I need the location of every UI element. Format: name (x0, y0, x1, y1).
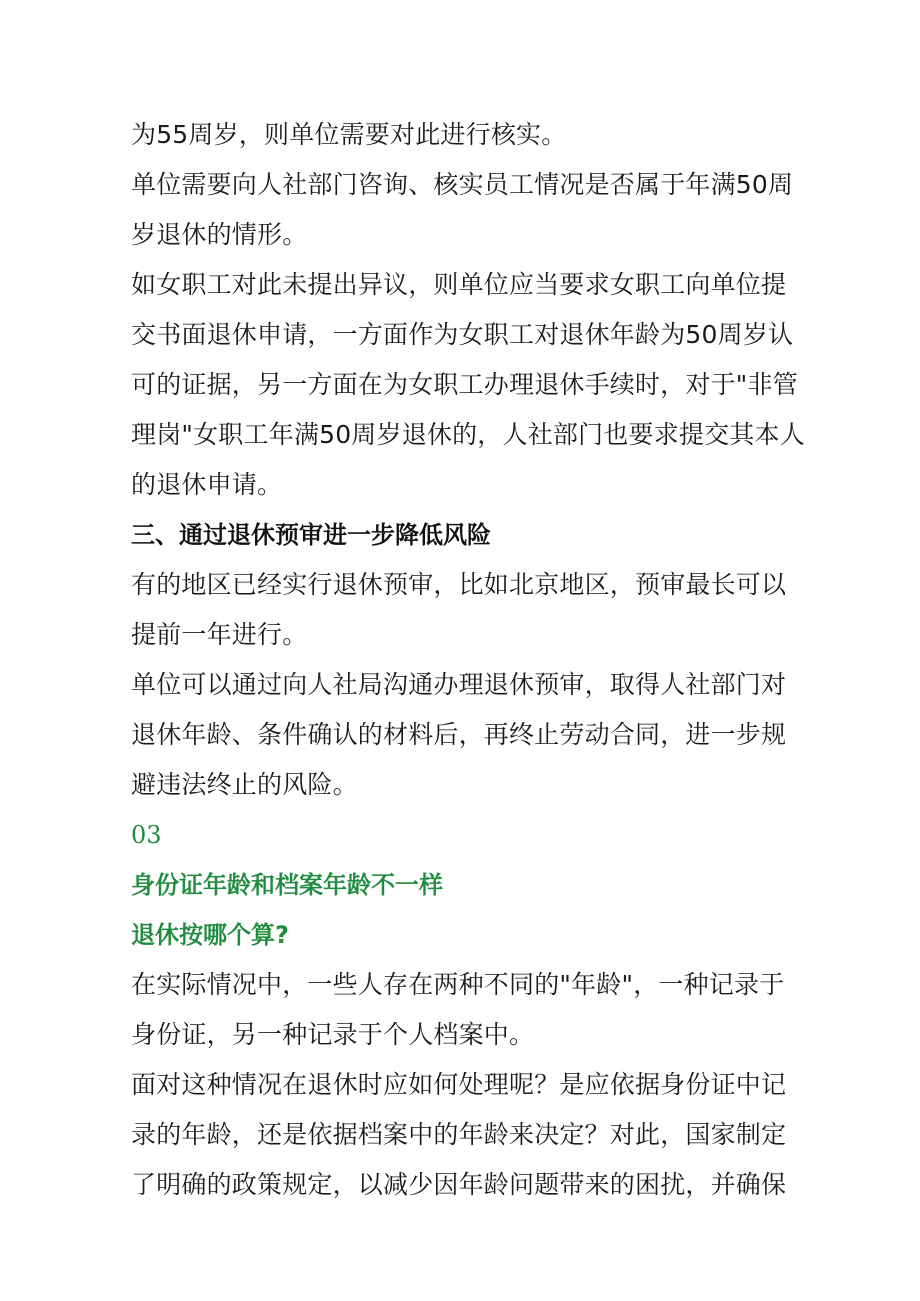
text-line: 交书面退休申请，一方面作为女职工对退休年龄为50周岁认 (131, 320, 794, 349)
text-line: 了明确的政策规定，以减少因年龄问题带来的困扰，并确保 (131, 1170, 787, 1199)
section-heading-3: 三、通过退休预审进一步降低风险 (131, 521, 491, 549)
text-line: 岁退休的情形。 (131, 220, 308, 249)
paragraph-1 (131, 110, 791, 160)
paragraph-2 (131, 160, 794, 260)
text-line: 有的地区已经实行退休预审，比如北京地区，预审最长可以 (131, 570, 787, 599)
text-line: 面对这种情况在退休时应如何处理呢？是应依据身份证中记 (131, 1070, 787, 1099)
paragraph-6 (131, 960, 791, 1060)
document-page (131, 110, 805, 1210)
text-line: 如女职工对此未提出异议，则单位应当要求女职工向单位提 (131, 270, 787, 299)
text-line: 可的证据，另一方面在为女职工办理退休手续时，对于"非管 (131, 370, 798, 399)
paragraph-7 (131, 1060, 791, 1210)
text-line: 单位可以通过向人社局沟通办理退休预审，取得人社部门对 (131, 670, 787, 699)
text-line: 录的年龄，还是依据档案中的年龄来决定？对此，国家制定 (131, 1120, 787, 1149)
text-line: 退休年龄、条件确认的材料后，再终止劳动合同，进一步规 (131, 720, 787, 749)
text-line: 为55周岁，则单位需要对此进行核实。 (131, 120, 567, 149)
paragraph-3 (131, 260, 805, 510)
text-line: 提前一年进行。 (131, 620, 308, 649)
section-title-line-2: 退休按哪个算? (131, 921, 289, 949)
section-title-line-1: 身份证年龄和档案年龄不一样 (131, 871, 443, 899)
text-line: 的退休申请。 (131, 470, 283, 499)
text-line: 单位需要向人社部门咨询、核实员工情况是否属于年满50周 (131, 170, 794, 199)
paragraph-4 (131, 560, 791, 660)
section-number: 03 (131, 821, 162, 849)
text-line: 理岗"女职工年满50周岁退休的，人社部门也要求提交其本人 (131, 420, 805, 449)
text-line: 身份证，另一种记录于个人档案中。 (131, 1020, 535, 1049)
text-line: 在实际情况中，一些人存在两种不同的"年龄"，一种记录于 (131, 970, 785, 999)
paragraph-5 (131, 660, 791, 810)
text-line: 避违法终止的风险。 (131, 770, 358, 799)
